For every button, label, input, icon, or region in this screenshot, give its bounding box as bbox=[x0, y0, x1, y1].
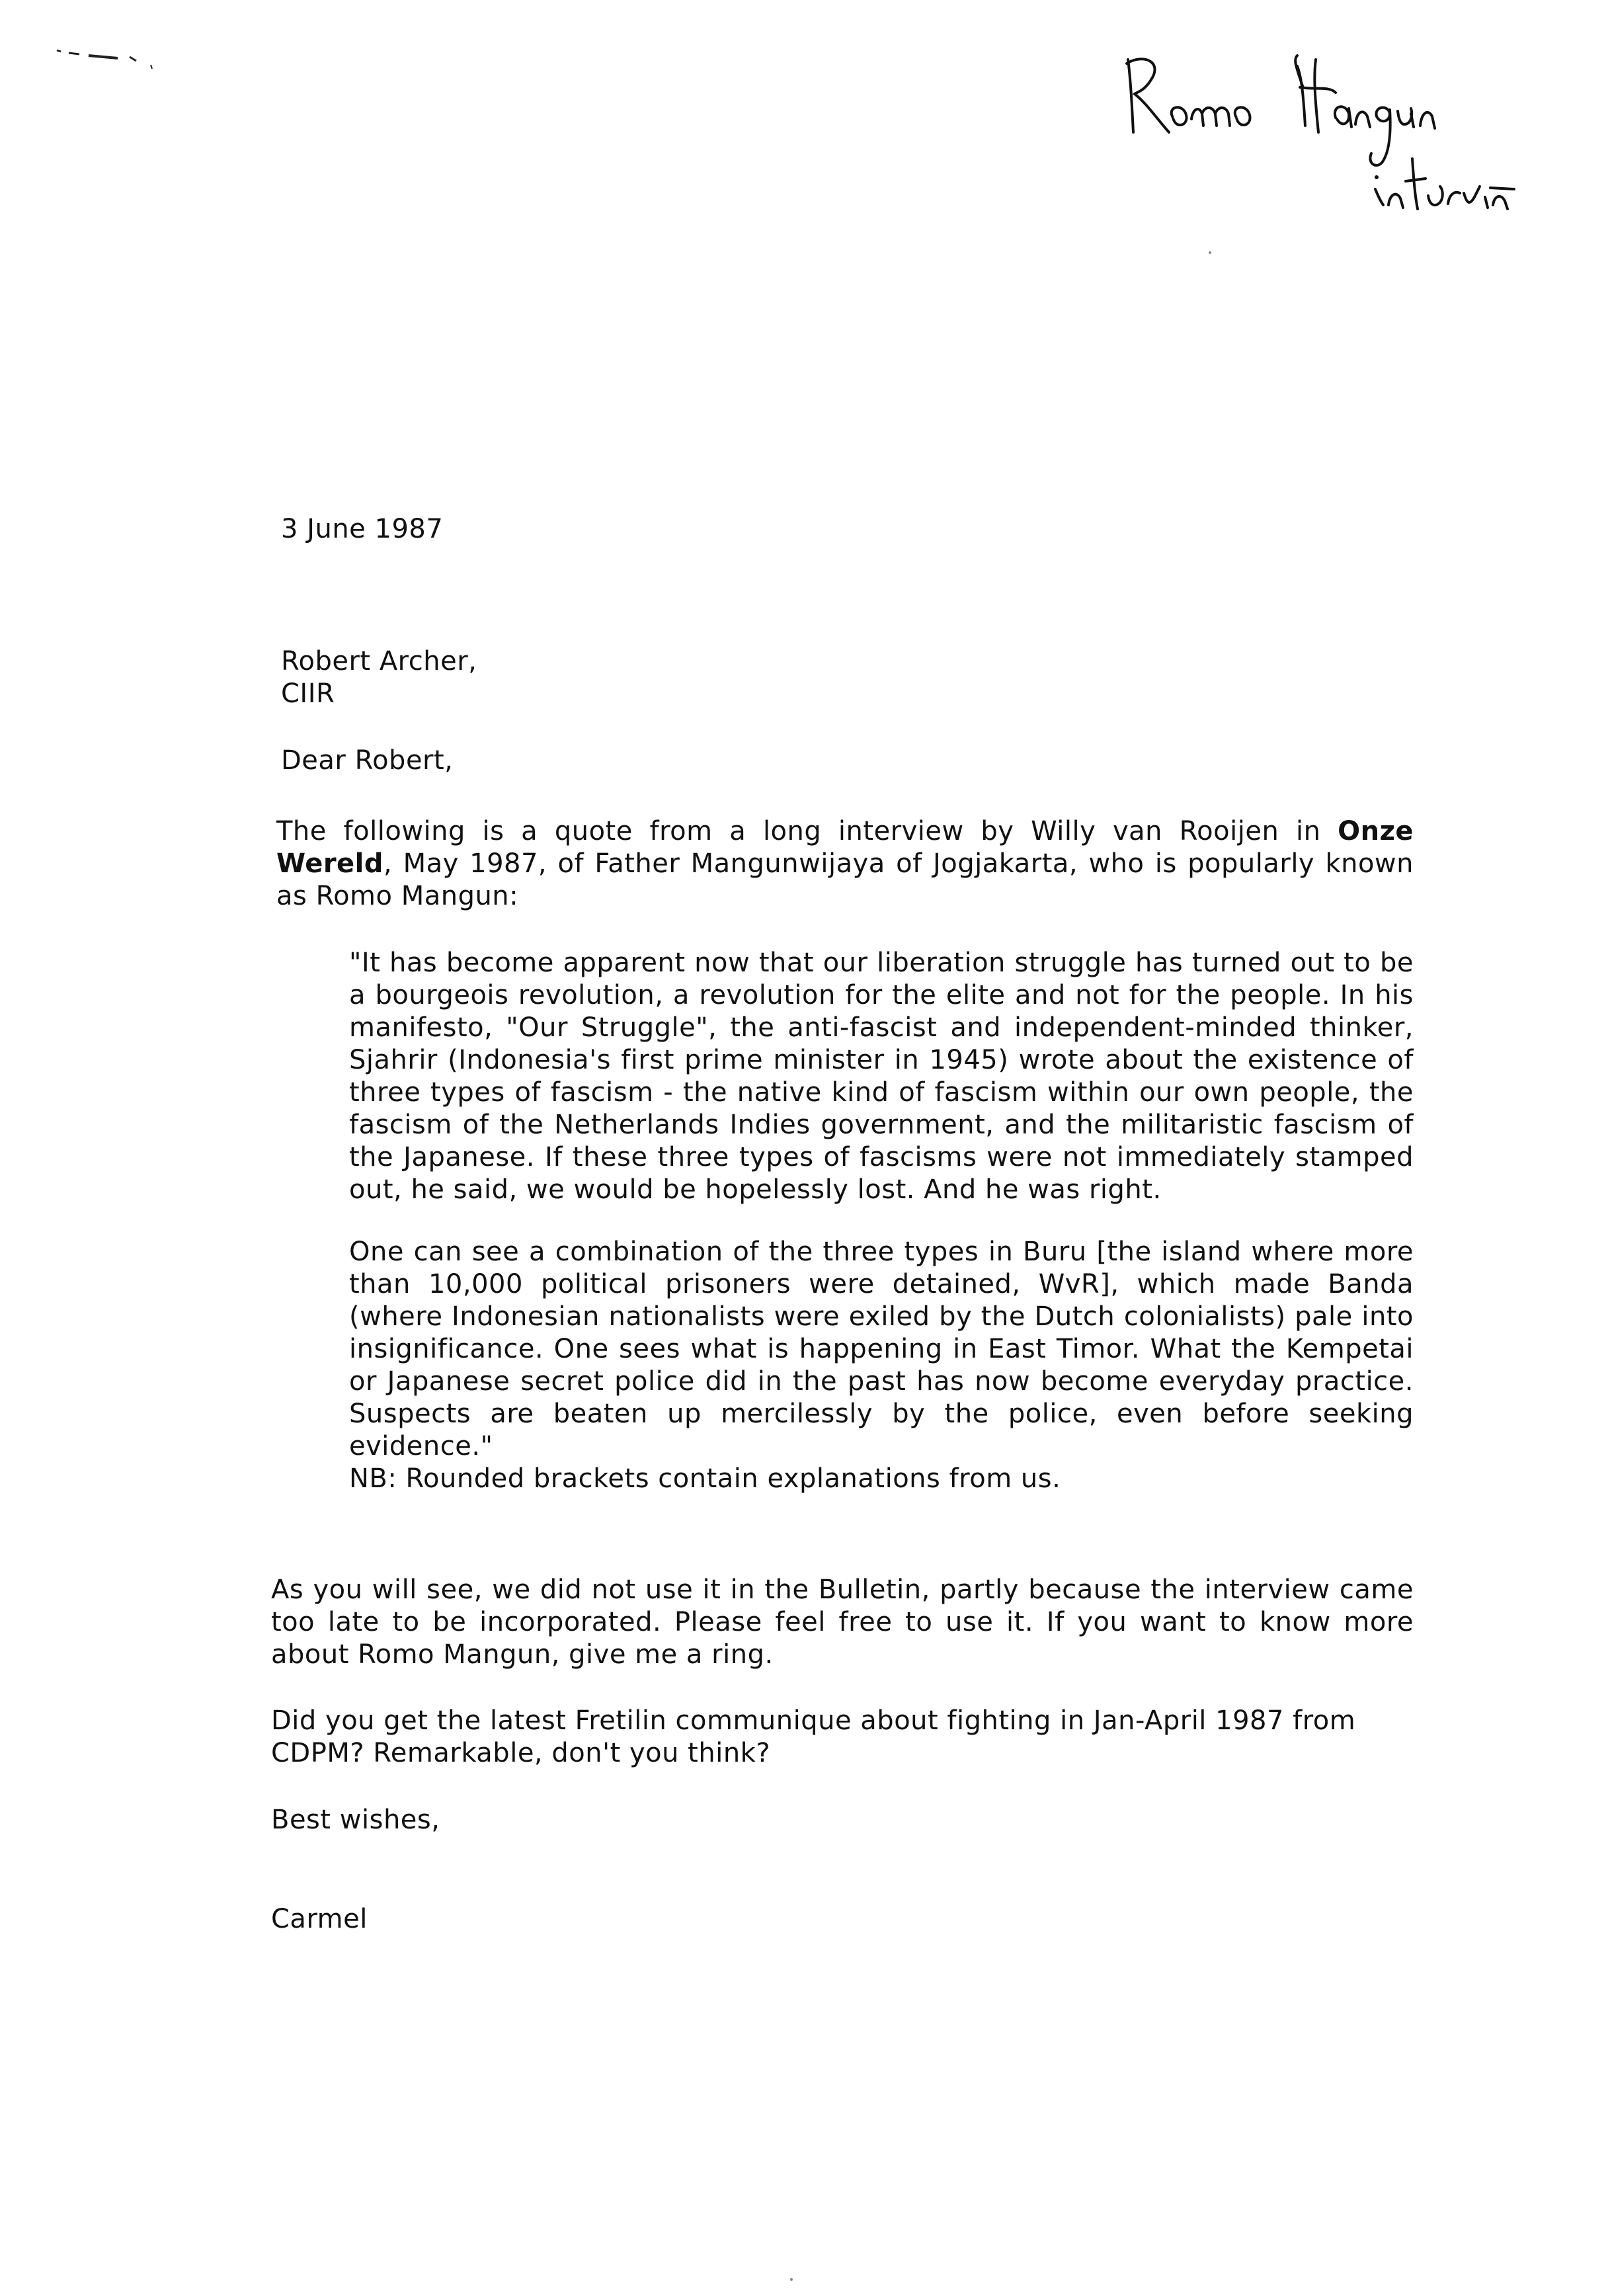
fretilin-paragraph: Did you get the latest Fretilin communique about fighting in Jan-April 1987 from CDPM? Remarkable, don't you think? bbox=[271, 1705, 1356, 1768]
recipient-name: Robert Archer, bbox=[281, 646, 477, 676]
salutation: Dear Robert, bbox=[281, 745, 454, 776]
page-speck bbox=[790, 2278, 793, 2281]
handwritten-note-drawing bbox=[1117, 40, 1527, 225]
intro-text-part2: , May 1987, of Father Mangunwijaya of Jogjakarta, who is popularly known as Romo Mangun: bbox=[276, 848, 1414, 911]
handwritten-note bbox=[1117, 40, 1527, 225]
recipient-organization: CIIR bbox=[281, 678, 335, 709]
recipient-block bbox=[281, 645, 876, 710]
usage-paragraph: As you will see, we did not use it in the Bulletin, partly because the interview came too late to be incorporated. Please feel free to use it. If you want to know more about Romo Mangun, give me a ring. bbox=[271, 1575, 1414, 1670]
intro-paragraph bbox=[276, 815, 1414, 913]
quote-paragraph-1: "It has become apparent now that our liberation struggle has turned out to be a bourgeois revolution, a revolution for the elite and not for the people. In his manifesto, "Our Struggle", the anti-fascist and independent-minded thinker, Sjahrir (Indonesia's first prime minister in 1945) wrote about the existence of three types of fascism - the native kind of fascism within our own people, the fascism of the Netherlands Indies government, and the militaristic fascism of the Japanese. If these three types of fascisms were not immediately stamped out, he said, we would be hopelessly lost. And he was right. bbox=[349, 948, 1414, 1205]
interview-quote bbox=[349, 947, 1414, 1495]
quote-paragraph-2: One can see a combination of the three types in Buru [the island where more than 10,000 political prisoners were detained, WvR], which made Banda (where Indonesian nationalists were exiled by the Dutch colonialists) pale into insignificance. One sees what is happening in East Timor. What the Kempetai or Japanese secret police did in the past has now become everyday practice. Suspects are beaten up mercilessly by the police, even before seeking evidence." bbox=[349, 1237, 1414, 1461]
nb-note: NB: Rounded brackets contain explanations from us. bbox=[349, 1463, 1061, 1494]
publication-name: Onze Wereld bbox=[276, 816, 1414, 879]
page-speck bbox=[1209, 251, 1211, 254]
pen-mark bbox=[52, 38, 164, 71]
signature: Carmel bbox=[271, 1904, 368, 1934]
intro-text-part1: The following is a quote from a long interview by Willy van Rooijen in bbox=[276, 816, 1338, 846]
letter-date: 3 June 1987 bbox=[281, 514, 444, 544]
handwritten-line-2 bbox=[1117, 40, 1124, 41]
closing: Best wishes, bbox=[271, 1805, 440, 1835]
